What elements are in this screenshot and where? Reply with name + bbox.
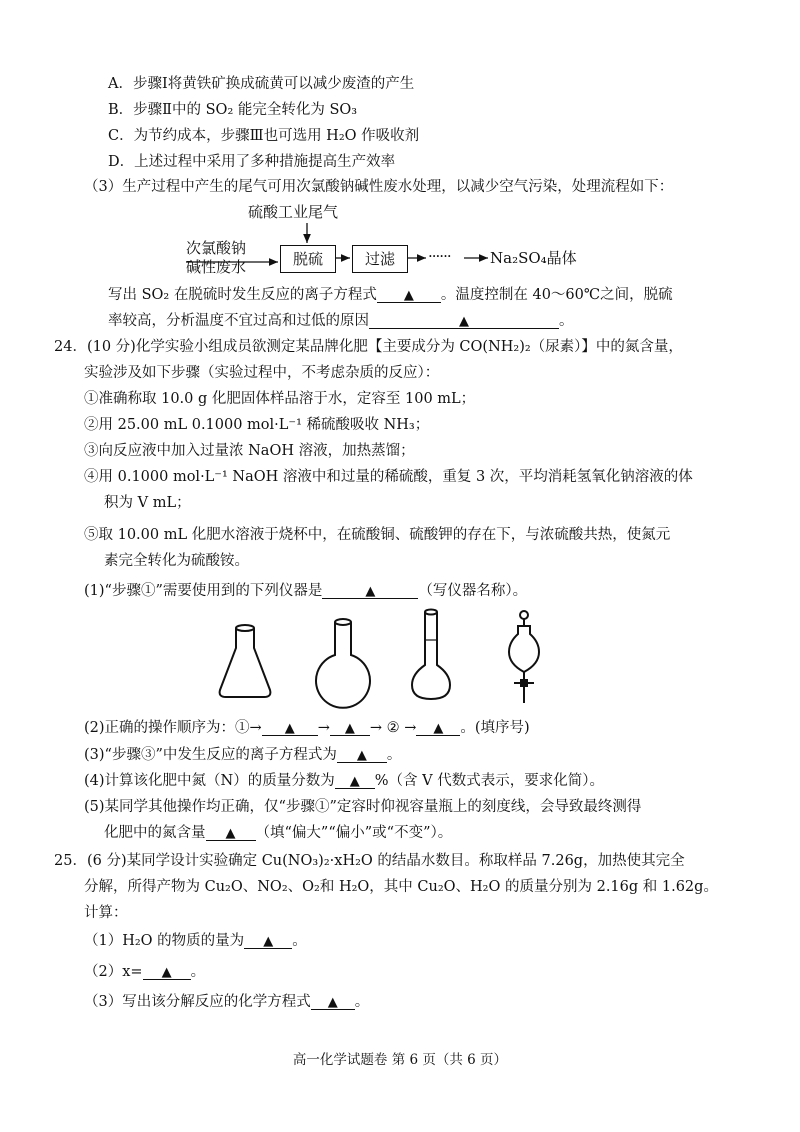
flow-product: Na₂SO₄晶体 xyxy=(490,249,577,267)
answer-blank: ▲ xyxy=(311,993,355,1010)
answer-blank: ▲ xyxy=(262,719,318,736)
option-b: B．步骤Ⅱ中的 SO₂ 能完全转化为 SO₃ xyxy=(108,102,358,118)
q25-part3: （3）写出该分解反应的化学方程式 ▲ 。 xyxy=(84,994,370,1010)
q24-part1: (1)“步骤①”需要使用到的下列仪器是 ▲ （写仪器名称）。 xyxy=(84,583,528,599)
q24-step: ①准确称取 10.0 g 化肥固体样品溶于水，定容至 100 mL； xyxy=(84,391,476,407)
q24-step: 积为 V mL； xyxy=(104,495,191,511)
flow-box-desulfurize: 脱硫 xyxy=(280,245,336,273)
option-a: A．步骤Ⅰ将黄铁矿换成硫黄可以减少废渣的产生 xyxy=(108,76,415,92)
q24-part4: (4)计算该化肥中氮（N）的质量分数为 ▲ %（含 V 代数式表示，要求化简）。 xyxy=(84,773,604,789)
q25-part1: （1）H₂O 的物质的量为 ▲ 。 xyxy=(84,933,307,949)
conical-flask-icon xyxy=(220,625,271,697)
q24-step: ③向反应液中加入过量浓 NaOH 溶液，加热蒸馏； xyxy=(84,443,415,459)
flow-top-label: 硫酸工业尾气 xyxy=(248,203,339,221)
q24-step: 素完全转化为硫酸铵。 xyxy=(104,553,249,569)
answer-blank: ▲ xyxy=(377,286,441,303)
q24-step: ②用 25.00 mL 0.1000 mol·L⁻¹ 稀硫酸吸收 NH₃； xyxy=(84,417,430,433)
q24-part3: (3)“步骤③”中发生反应的离子方程式为 ▲ 。 xyxy=(84,747,402,763)
answer-blank: ▲ xyxy=(335,772,375,789)
q24-header2: 实验涉及如下步骤（实验过程中，不考虑杂质的反应）： xyxy=(84,365,440,381)
answer-blank: ▲ xyxy=(337,746,387,763)
page-footer: 高一化学试题卷 第 6 页（共 6 页） xyxy=(292,1052,508,1068)
answer-blank: ▲ xyxy=(330,719,370,736)
q25-header3: 计算： xyxy=(84,905,128,921)
round-bottom-flask-icon xyxy=(316,619,370,708)
q24-part5-line1: (5)某同学其他操作均正确，仅“步骤①”定容时仰视容量瓶上的刻度线，会导致最终测得 xyxy=(84,799,642,815)
q25-header: 25．(6 分)某同学设计实验确定 Cu(NO₃)₂·xH₂O 的结晶水数目。称取样品 7.26g，加热使其完全 xyxy=(54,853,685,869)
volumetric-flask-icon xyxy=(412,610,450,700)
flow-left-label-2: 碱性废水 xyxy=(186,258,247,276)
flow-left-label-1: 次氯酸钠 xyxy=(186,239,247,257)
answer-blank: ▲ xyxy=(206,824,256,841)
q24-part2: (2)正确的操作顺序为：①→ ▲ → ▲ → ② → ▲ 。(填序号) xyxy=(84,720,530,736)
q24-header: 24．(10 分)化学实验小组成员欲测定某品牌化肥【主要成分为 CO(NH₂)₂（尿素）】中的氮含量， xyxy=(54,339,683,355)
option-d: D．上述过程中采用了多种措施提高生产效率 xyxy=(108,154,396,170)
answer-blank: ▲ xyxy=(369,312,559,329)
q25-part2: （2）x= ▲ 。 xyxy=(84,964,206,980)
q24-step: ④用 0.1000 mol·L⁻¹ NaOH 溶液中和过量的稀硫酸，重复 3 次，平均消耗氢氧化钠溶液的体 xyxy=(84,469,693,485)
answer-blank: ▲ xyxy=(244,932,292,949)
q25-header2: 分解，所得产物为 Cu₂O、NO₂、O₂和 H₂O，其中 Cu₂O、H₂O 的质量分别为 2.16g 和 1.62g。 xyxy=(84,879,718,895)
q24-step: ⑤取 10.00 mL 化肥水溶液于烧杯中，在硫酸铜、硫酸钾的存在下，与浓硫酸共热，使氮元 xyxy=(84,527,671,543)
separatory-funnel-icon xyxy=(509,611,539,703)
flow-dots: ······ xyxy=(428,247,451,265)
answer-blank: ▲ xyxy=(416,719,460,736)
option-c: C．为节约成本，步骤Ⅲ也可选用 H₂O 作吸收剂 xyxy=(108,128,420,144)
q23-3-line2: 率较高，分析温度不宜过高和过低的原因 ▲ 。 xyxy=(108,313,574,329)
q23-3-line1: 写出 SO₂ 在脱硫时发生反应的离子方程式 ▲ 。温度控制在 40～60℃之间，脱硫 xyxy=(108,287,673,303)
answer-blank: ▲ xyxy=(143,963,191,980)
answer-blank: ▲ xyxy=(322,582,418,599)
flow-box-filter: 过滤 xyxy=(352,245,408,273)
q24-part5-line2: 化肥中的氮含量 ▲ （填“偏大”“偏小”或“不变”）。 xyxy=(104,825,453,841)
q23-3-intro: （3）生产过程中产生的尾气可用次氯酸钠碱性废水处理，以减少空气污染，处理流程如下： xyxy=(84,179,674,195)
